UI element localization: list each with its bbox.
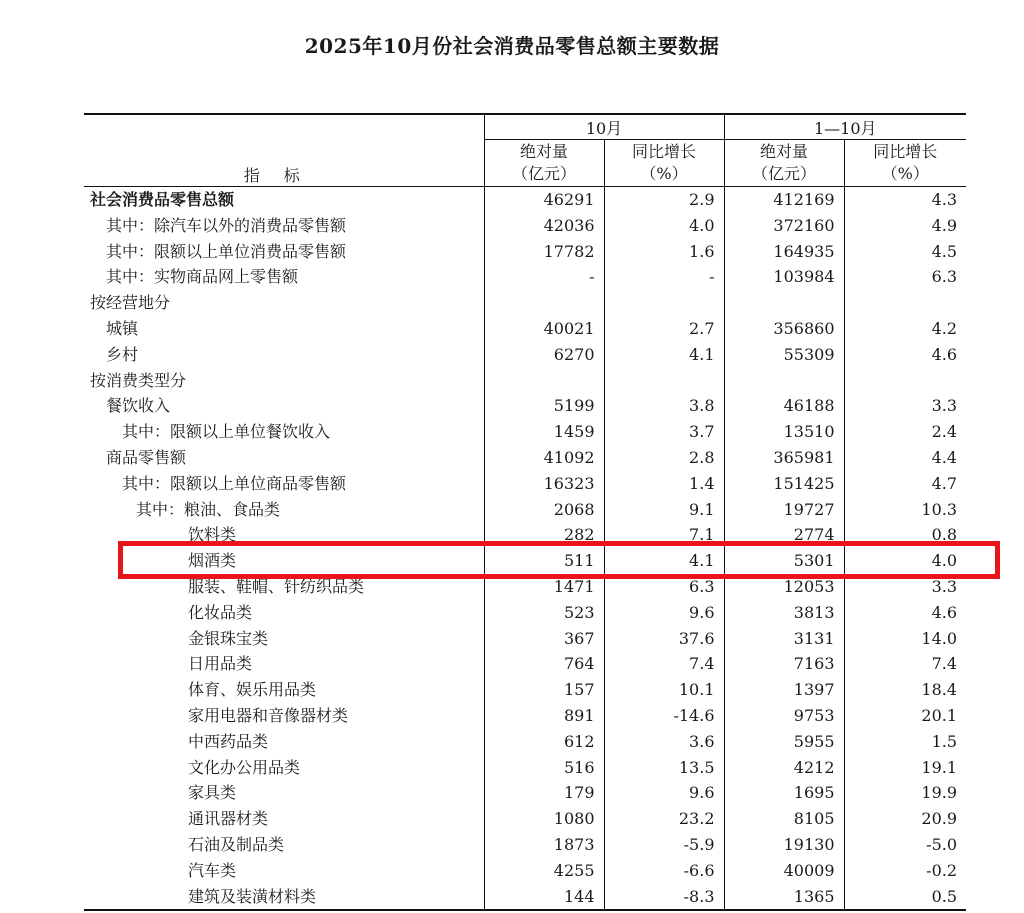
cell-v1: 5199 <box>484 393 604 419</box>
cell-v4: 20.1 <box>844 703 966 729</box>
table-row <box>84 755 966 781</box>
table-body <box>84 187 966 911</box>
cell-v4: 7.4 <box>844 651 966 677</box>
cell-v1: 1080 <box>484 806 604 832</box>
cell-v2: -14.6 <box>604 703 724 729</box>
cell-v2: 9.6 <box>604 780 724 806</box>
cell-v1: 1459 <box>484 419 604 445</box>
table-row <box>84 574 966 600</box>
row-label: 乡村 <box>106 344 139 364</box>
cell-v2: -6.6 <box>604 858 724 884</box>
cell-v1: - <box>484 264 604 290</box>
cell-v3: 103984 <box>724 264 844 290</box>
cell-v3: 412169 <box>724 187 844 213</box>
table-row <box>84 522 966 548</box>
row-label: 城镇 <box>106 318 139 338</box>
table-row <box>84 677 966 703</box>
cell-v4: 2.4 <box>844 419 966 445</box>
indicator-header: 指标 <box>84 114 484 187</box>
cell-v4: 4.0 <box>844 548 966 574</box>
cell-v1: 4255 <box>484 858 604 884</box>
cell-v3: 7163 <box>724 651 844 677</box>
cell-v4: 4.9 <box>844 213 966 239</box>
cell-v3: 5301 <box>724 548 844 574</box>
cell-v2: 7.4 <box>604 651 724 677</box>
cell-v2: -5.9 <box>604 832 724 858</box>
cell-v1: 891 <box>484 703 604 729</box>
cell-v2: 4.1 <box>604 342 724 368</box>
cell-v3: 12053 <box>724 574 844 600</box>
row-label: 餐饮收入 <box>106 396 171 416</box>
group-header-october: 10月 <box>484 114 724 140</box>
cell-v4: 20.9 <box>844 806 966 832</box>
row-label: 文化办公用品类 <box>188 757 301 777</box>
table-row <box>84 497 966 523</box>
cell-v1: 40021 <box>484 316 604 342</box>
cell-v1: 42036 <box>484 213 604 239</box>
row-label: 饮料类 <box>188 525 237 545</box>
row-label: 服装、鞋帽、针纺织品类 <box>188 576 365 596</box>
cell-v2: 2.8 <box>604 445 724 471</box>
cell-v3: 3813 <box>724 600 844 626</box>
table-row <box>84 290 966 316</box>
cell-v4: 4.4 <box>844 445 966 471</box>
cell-v2 <box>604 368 724 394</box>
cell-v3 <box>724 368 844 394</box>
table-row <box>84 342 966 368</box>
cell-v1: 1471 <box>484 574 604 600</box>
cell-v3: 40009 <box>724 858 844 884</box>
cell-v3: 365981 <box>724 445 844 471</box>
table-row <box>84 316 966 342</box>
cell-v4 <box>844 290 966 316</box>
row-label: 建筑及装潢材料类 <box>84 884 484 911</box>
cell-v1: 46291 <box>484 187 604 213</box>
cell-v4: 3.3 <box>844 574 966 600</box>
cell-v1: 157 <box>484 677 604 703</box>
table-row <box>84 703 966 729</box>
cell-v1 <box>484 368 604 394</box>
cell-v1: 2068 <box>484 497 604 523</box>
cell-v2: 3.7 <box>604 419 724 445</box>
cell-v3: 1695 <box>724 780 844 806</box>
row-label: 日用品类 <box>188 654 253 674</box>
table-row <box>84 858 966 884</box>
table-row <box>84 884 966 911</box>
cell-v1: 41092 <box>484 445 604 471</box>
table-row <box>84 187 966 213</box>
cell-v2: 4.0 <box>604 213 724 239</box>
cell-v4: 10.3 <box>844 497 966 523</box>
cell-v4 <box>844 368 966 394</box>
table-row <box>84 213 966 239</box>
table-row <box>84 832 966 858</box>
row-label: 汽车类 <box>188 860 237 880</box>
row-label: 石油及制品类 <box>188 834 285 854</box>
table-row <box>84 806 966 832</box>
cell-v4: 4.3 <box>844 187 966 213</box>
cell-v3: 5955 <box>724 729 844 755</box>
cell-v4: 4.6 <box>844 342 966 368</box>
table-row <box>84 548 966 574</box>
cell-v3: 1365 <box>724 884 844 911</box>
retail-sales-table <box>84 113 966 911</box>
column-header-absolute-oct: 绝对量 （亿元） <box>484 140 604 187</box>
cell-v3: 356860 <box>724 316 844 342</box>
cell-v1: 179 <box>484 780 604 806</box>
column-header-absolute-ytd: 绝对量 （亿元） <box>724 140 844 187</box>
cell-v1: 282 <box>484 522 604 548</box>
cell-v4: 4.7 <box>844 471 966 497</box>
cell-v1: 367 <box>484 626 604 652</box>
cell-v4: 6.3 <box>844 264 966 290</box>
cell-v2: 7.1 <box>604 522 724 548</box>
table-row <box>84 729 966 755</box>
cell-v2 <box>604 290 724 316</box>
cell-v4: -0.2 <box>844 858 966 884</box>
row-label: 社会消费品零售总额 <box>90 190 235 209</box>
cell-v4: 14.0 <box>844 626 966 652</box>
cell-v3: 55309 <box>724 342 844 368</box>
column-header-yoy-oct: 同比增长 （%） <box>604 140 724 187</box>
table-row <box>84 419 966 445</box>
cell-v3: 19130 <box>724 832 844 858</box>
cell-v2: 2.9 <box>604 187 724 213</box>
row-label: 烟酒类 <box>188 551 237 571</box>
group-header-jan-oct: 1—10月 <box>724 114 966 140</box>
cell-v3: 372160 <box>724 213 844 239</box>
row-label: 中西药品类 <box>188 731 269 751</box>
cell-v4: 4.6 <box>844 600 966 626</box>
cell-v3: 1397 <box>724 677 844 703</box>
cell-v3: 151425 <box>724 471 844 497</box>
cell-v1: 1873 <box>484 832 604 858</box>
cell-v4: 0.8 <box>844 522 966 548</box>
cell-v2: 10.1 <box>604 677 724 703</box>
document-title: 2025年10月份社会消费品零售总额主要数据 <box>304 34 720 58</box>
cell-v1: 6270 <box>484 342 604 368</box>
cell-v2: 9.1 <box>604 497 724 523</box>
row-label: 其中：实物商品网上零售额 <box>106 267 299 287</box>
row-label: 其中：除汽车以外的消费品零售额 <box>106 215 347 235</box>
cell-v3: 4212 <box>724 755 844 781</box>
table-row <box>84 393 966 419</box>
row-label: 按经营地分 <box>90 293 171 313</box>
cell-v1 <box>484 290 604 316</box>
table-row <box>84 471 966 497</box>
cell-v2: 37.6 <box>604 626 724 652</box>
cell-v1: 511 <box>484 548 604 574</box>
row-label: 商品零售额 <box>106 447 187 467</box>
cell-v2: 9.6 <box>604 600 724 626</box>
row-label: 体育、娱乐用品类 <box>188 680 317 700</box>
cell-v2: 3.6 <box>604 729 724 755</box>
cell-v2: 1.4 <box>604 471 724 497</box>
row-label: 其中：限额以上单位餐饮收入 <box>122 422 331 442</box>
row-label: 家具类 <box>188 783 237 803</box>
table-row <box>84 600 966 626</box>
cell-v4: 1.5 <box>844 729 966 755</box>
cell-v3: 3131 <box>724 626 844 652</box>
cell-v2: 23.2 <box>604 806 724 832</box>
cell-v2: 13.5 <box>604 755 724 781</box>
row-label: 其中：粮油、食品类 <box>136 499 281 519</box>
cell-v1: 612 <box>484 729 604 755</box>
cell-v1: 764 <box>484 651 604 677</box>
cell-v1: 516 <box>484 755 604 781</box>
row-label: 通讯器材类 <box>188 809 269 829</box>
cell-v2: 4.1 <box>604 548 724 574</box>
cell-v3: 46188 <box>724 393 844 419</box>
cell-v4: 0.5 <box>844 884 966 911</box>
cell-v1: 144 <box>484 884 604 911</box>
cell-v1: 523 <box>484 600 604 626</box>
row-label: 金银珠宝类 <box>188 628 269 648</box>
row-label: 化妆品类 <box>188 602 253 622</box>
row-label: 按消费类型分 <box>90 370 187 390</box>
cell-v4: 4.5 <box>844 239 966 265</box>
row-label: 其中：限额以上单位消费品零售额 <box>106 241 347 261</box>
cell-v3: 13510 <box>724 419 844 445</box>
cell-v1: 16323 <box>484 471 604 497</box>
table-row <box>84 239 966 265</box>
cell-v3: 9753 <box>724 703 844 729</box>
cell-v3: 2774 <box>724 522 844 548</box>
cell-v4: 4.2 <box>844 316 966 342</box>
cell-v3: 164935 <box>724 239 844 265</box>
table-row <box>84 626 966 652</box>
cell-v4: 3.3 <box>844 393 966 419</box>
cell-v2: 3.8 <box>604 393 724 419</box>
table-row <box>84 264 966 290</box>
row-label: 其中：限额以上单位商品零售额 <box>122 473 347 493</box>
table-row <box>84 368 966 394</box>
cell-v3: 8105 <box>724 806 844 832</box>
cell-v1: 17782 <box>484 239 604 265</box>
column-header-yoy-ytd: 同比增长 （%） <box>844 140 966 187</box>
cell-v4: 19.1 <box>844 755 966 781</box>
table-row <box>84 651 966 677</box>
cell-v4: 19.9 <box>844 780 966 806</box>
cell-v2: -8.3 <box>604 884 724 911</box>
cell-v4: 18.4 <box>844 677 966 703</box>
table-row <box>84 780 966 806</box>
row-label: 家用电器和音像器材类 <box>188 705 349 725</box>
table-row <box>84 445 966 471</box>
cell-v2: - <box>604 264 724 290</box>
cell-v3 <box>724 290 844 316</box>
cell-v2: 2.7 <box>604 316 724 342</box>
cell-v3: 19727 <box>724 497 844 523</box>
cell-v2: 6.3 <box>604 574 724 600</box>
cell-v4: -5.0 <box>844 832 966 858</box>
cell-v2: 1.6 <box>604 239 724 265</box>
